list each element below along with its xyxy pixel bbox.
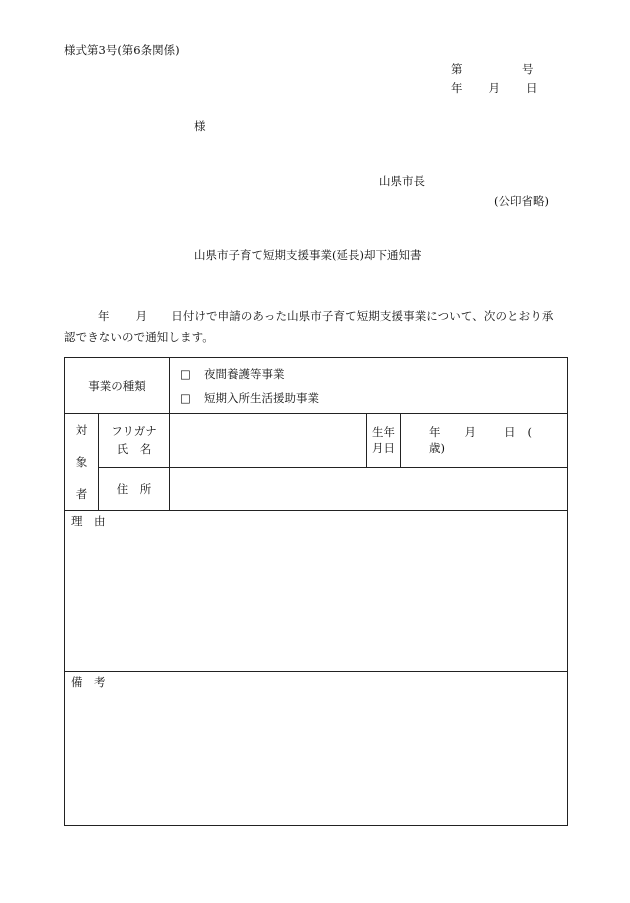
birth-month: 月 (464, 425, 476, 440)
body-text-main: 日付けで申請のあった山県市子育て短期支援事業について、次のとおり承認できないので通知します。 (64, 309, 554, 344)
body-text (64, 306, 560, 348)
address-label: 住 所 (99, 467, 170, 510)
body-year: 年 (98, 309, 110, 323)
birth-date-label (367, 414, 401, 468)
subject-label-char: 者 (75, 487, 88, 501)
birth-day: 日 (504, 425, 516, 440)
service-option-label: 短期入所生活援助事業 (204, 390, 319, 405)
remarks-field[interactable] (65, 672, 568, 826)
name-label-cell (99, 414, 170, 468)
service-option-label: 夜間養護等事業 (204, 366, 285, 381)
addressee-suffix: 様 (194, 119, 206, 133)
document-title: 山県市子育て短期支援事業(延長)却下通知書 (194, 248, 422, 262)
address-input[interactable] (170, 467, 568, 510)
issue-date-day: 日 (526, 81, 538, 95)
service-type-label: 事業の種類 (65, 358, 170, 414)
service-option-night-care[interactable] (170, 362, 567, 386)
reason-field[interactable] (65, 511, 568, 672)
checkbox-icon[interactable]: □ (180, 390, 191, 405)
issue-date (451, 82, 538, 96)
subject-label-char: 象 (75, 455, 88, 469)
furigana-label: フリガナ (111, 424, 157, 439)
age-open: ( (527, 425, 532, 440)
application-form-table (64, 357, 568, 826)
service-option-short-stay[interactable] (170, 386, 567, 410)
birth-label-line-1: 生年 (372, 425, 395, 440)
issue-number-label: 第 (451, 62, 463, 76)
issuer-name: 山県市長 (379, 174, 425, 188)
seal-note: (公印省略) (494, 194, 549, 208)
issue-number-suffix: 号 (522, 62, 534, 76)
subject-label (65, 414, 99, 511)
birth-date-input[interactable] (401, 414, 568, 468)
checkbox-icon[interactable]: □ (180, 366, 191, 381)
issue-date-year: 年 (451, 81, 463, 95)
reason-label: 理 由 (71, 514, 106, 528)
issue-date-month: 月 (488, 81, 500, 95)
birth-year: 年 (429, 425, 441, 440)
age-close: 歳) (429, 441, 445, 456)
body-month: 月 (135, 309, 148, 323)
service-type-options (170, 358, 568, 414)
name-input[interactable] (170, 414, 367, 468)
name-label: 氏 名 (116, 442, 152, 457)
remarks-label: 備 考 (71, 675, 106, 689)
subject-label-char: 対 (75, 423, 88, 437)
form-number: 様式第3号(第6条関係) (64, 43, 180, 57)
birth-label-line-2: 月日 (372, 441, 395, 456)
